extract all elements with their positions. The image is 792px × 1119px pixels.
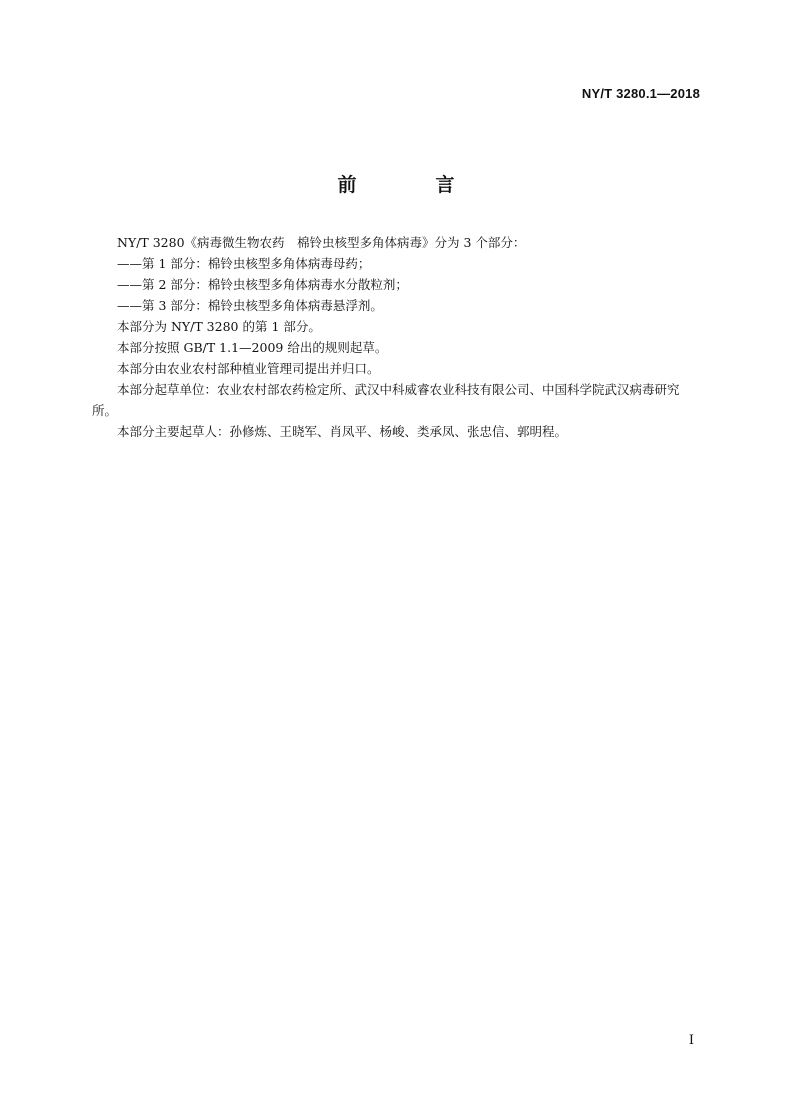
- document-body: [92, 232, 702, 442]
- paragraph-this-part: 本部分为 NY/T 3280 的第 1 部分。: [117, 319, 321, 334]
- page-title: 前 言: [337, 174, 485, 196]
- paragraph-drafters: 本部分主要起草人：孙修炼、王晓军、肖凤平、杨峻、类承凤、张忠信、郭明程。: [117, 424, 568, 439]
- page-number: I: [688, 1033, 694, 1048]
- paragraph-part-2: ——第 2 部分：棉铃虫核型多角体病毒水分散粒剂；: [117, 277, 408, 292]
- paragraph-drafting-units: 本部分起草单位：农业农村部农药检定所、武汉中科威睿农业科技有限公司、中国科学院武汉病毒研究所。: [92, 382, 680, 418]
- paragraph-drafting-rules: 本部分按照 GB/T 1.1—2009 给出的规则起草。: [117, 340, 388, 355]
- paragraph-part-3: ——第 3 部分：棉铃虫核型多角体病毒悬浮剂。: [117, 298, 383, 313]
- paragraph-parts-overview: NY/T 3280《病毒微生物农药 棉铃虫核型多角体病毒》分为 3 个部分：: [117, 235, 526, 250]
- standard-code: NY/T 3280.1—2018: [581, 86, 700, 101]
- paragraph-part-1: ——第 1 部分：棉铃虫核型多角体病毒母药；: [117, 256, 371, 271]
- paragraph-proposer: 本部分由农业农村部种植业管理司提出并归口。: [117, 361, 380, 376]
